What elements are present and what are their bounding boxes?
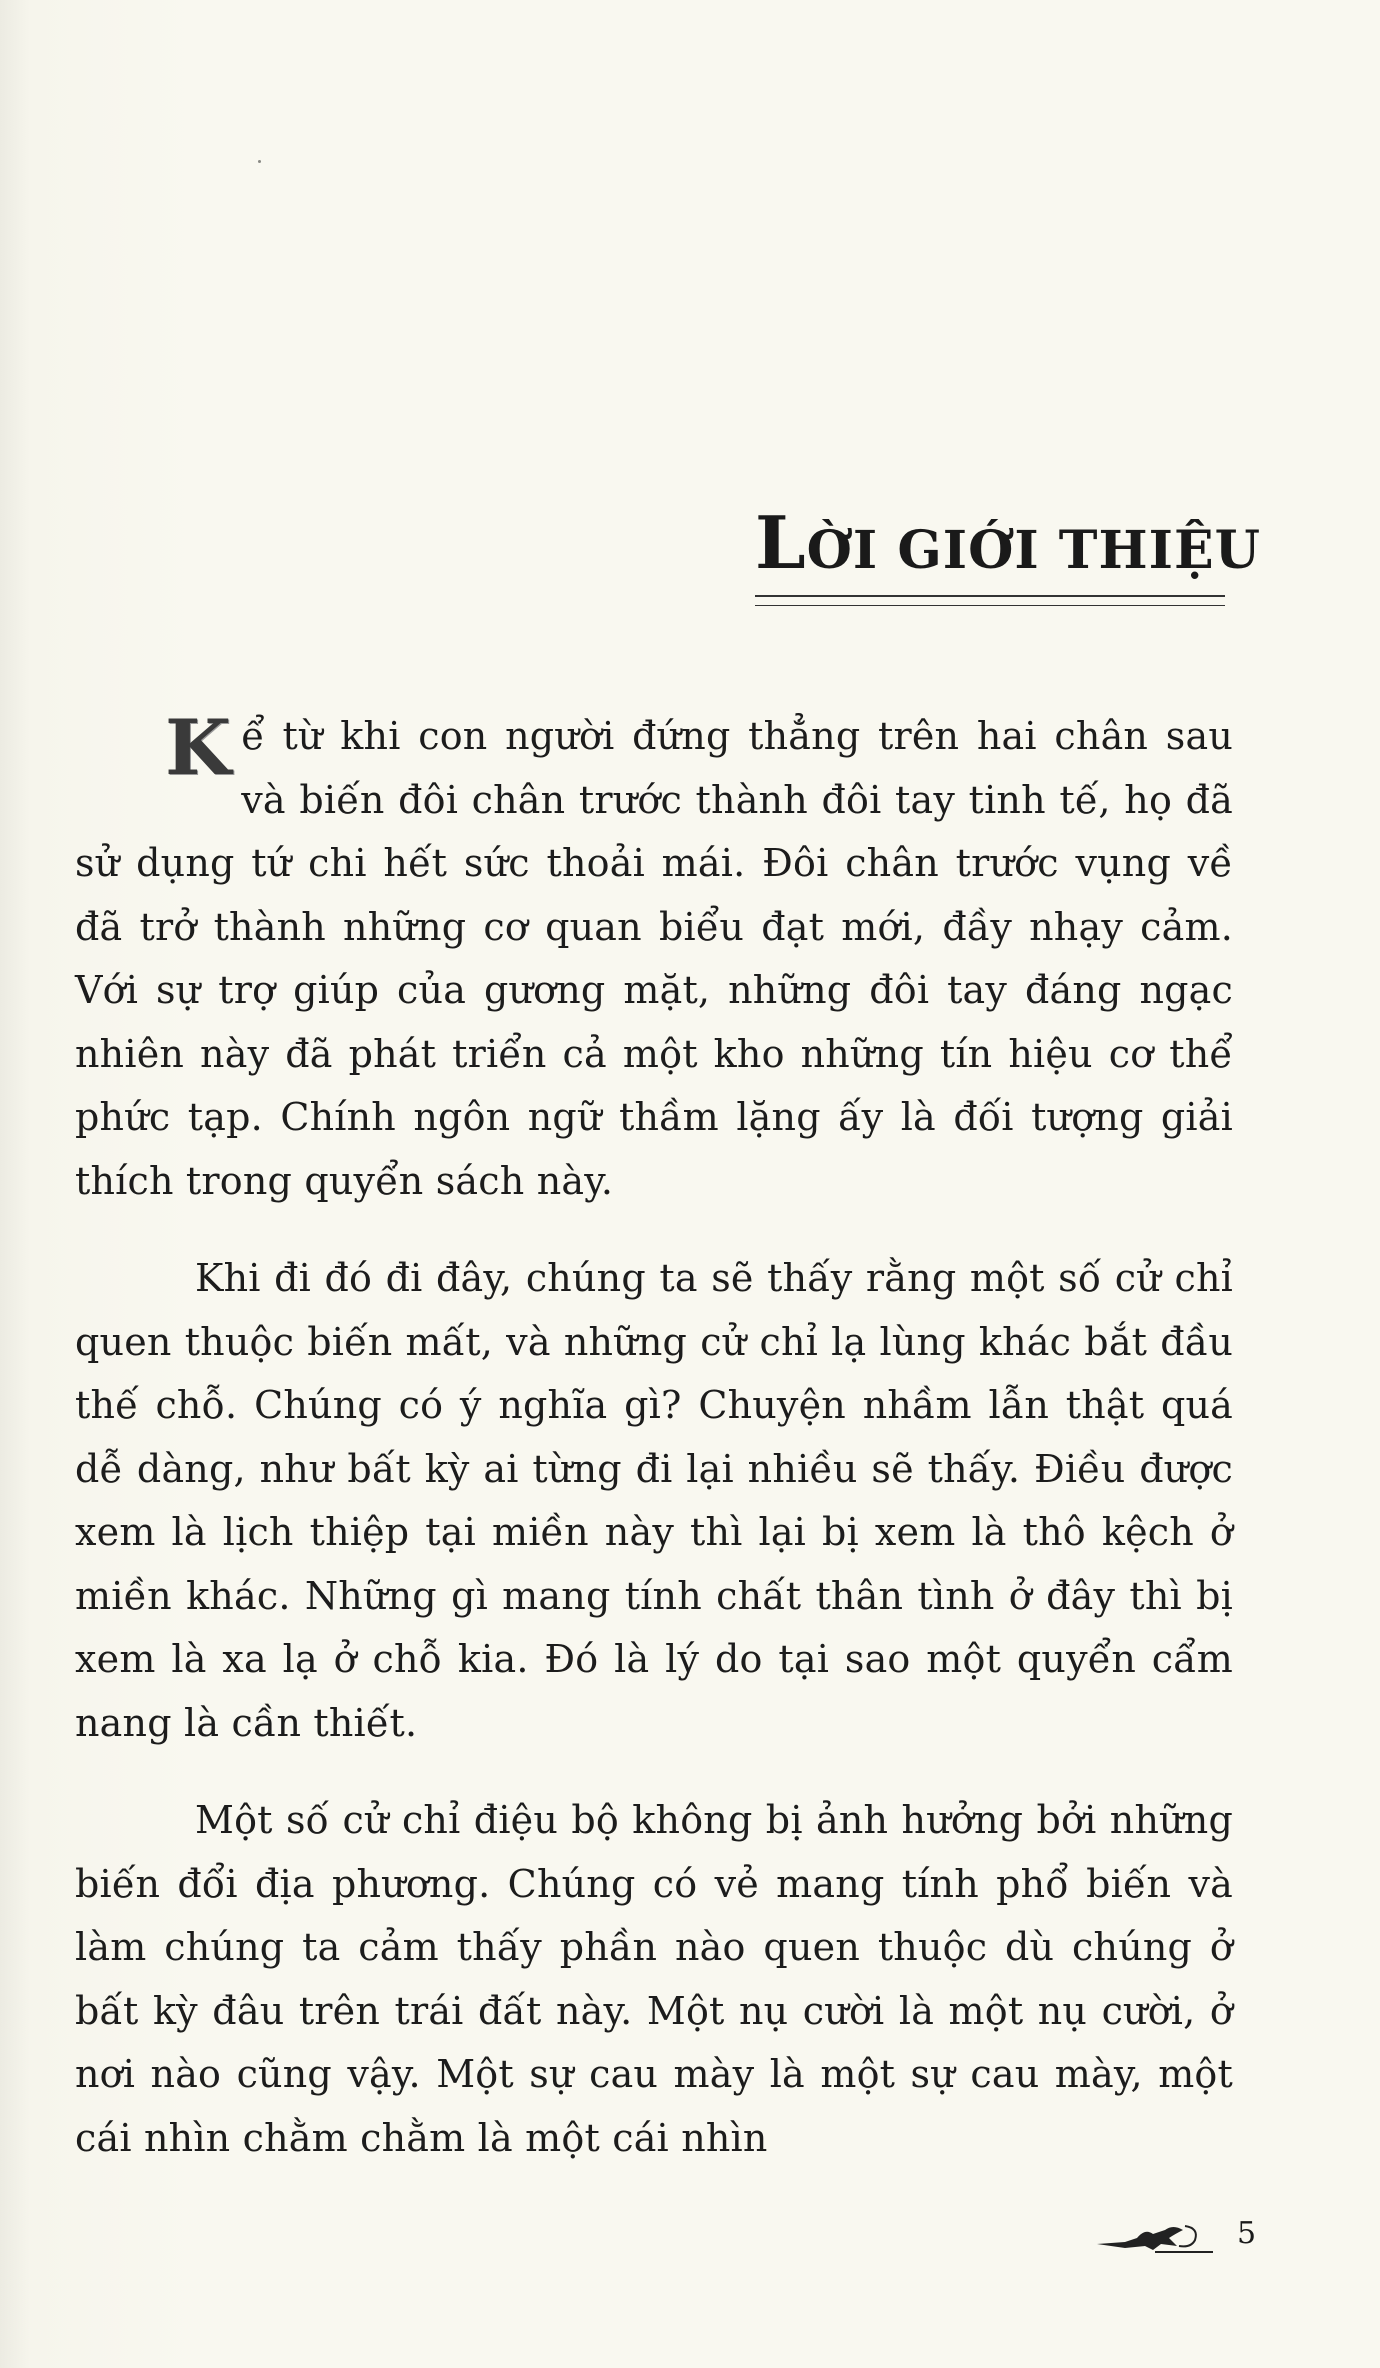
paragraph-1-text: ể từ khi con người đứng thẳng trên hai chân sau và biến đôi chân trước thành đôi tay tinh tế, họ đã sử dụng tứ chi hết sức thoải mái. Đôi chân trước vụng về đã trở thành những cơ quan biểu đạt mới, đầy nhạy cảm. Với sự trợ giúp của gương mặt, những đôi tay đáng ngạc nhiên này đã phát triển cả một kho những tín hiệu cơ thể phức tạp. Chính ngôn ngữ thầm lặng ấy là đối tượng giải thích trong quyển sách này. (75, 714, 1233, 1203)
paragraph-1 (75, 705, 1233, 1213)
page-footer (1095, 2216, 1265, 2260)
title-initial: L (755, 500, 807, 585)
paragraph-2: Khi đi đó đi đây, chúng ta sẽ thấy rằng một số cử chỉ quen thuộc biến mất, và những cử chỉ lạ lùng khác bắt đầu thế chỗ. Chúng có ý nghĩa gì? Chuyện nhầm lẫn thật quá dễ dàng, như bất kỳ ai từng đi lại nhiều sẽ thấy. Điều được xem là lịch thiệp tại miền này thì lại bị xem là thô kệch ở miền khác. Những gì mang tính chất thân tình ở đây thì bị xem là xa lạ ở chỗ kia. Đó là lý do tại sao một quyển cẩm nang là cần thiết. (75, 1256, 1233, 1745)
title-underline (755, 595, 1225, 606)
chapter-heading (755, 500, 1261, 606)
page-number: 5 (1237, 2216, 1257, 2251)
title-rest: ỜI GIỚI THIỆU (806, 520, 1261, 581)
page-speck (258, 160, 261, 163)
body-text (75, 705, 1233, 2204)
drop-cap: K (165, 703, 232, 792)
chapter-title (755, 500, 1261, 589)
paragraph-3: Một số cử chỉ điệu bộ không bị ảnh hưởng bởi những biến đổi địa phương. Chúng có vẻ mang tính phổ biến và làm chúng ta cảm thấy phần nào quen thuộc dù chúng ở bất kỳ đâu trên trái đất này. Một nụ cười là một nụ cười, ở nơi nào cũng vậy. Một sự cau mày là một sự cau mày, một cái nhìn chằm chằm là một cái nhìn (75, 1798, 1233, 2160)
bird-ornament-icon (1095, 2220, 1215, 2260)
